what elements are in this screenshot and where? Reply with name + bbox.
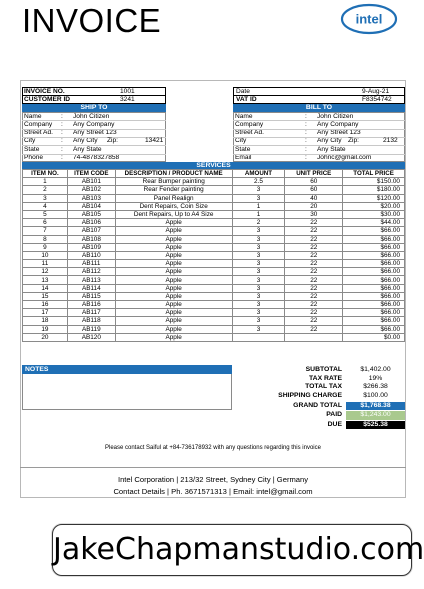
column-header: DESCRIPTION / PRODUCT NAME [115, 170, 232, 178]
separator: : [305, 129, 307, 137]
item-no-cell: 5 [23, 210, 68, 218]
total-price-cell: $150.00 [343, 178, 405, 186]
footer-address: Intel Corporation | 213/32 Street, Sydney City | Germany [117, 475, 309, 484]
description-cell: Apple [115, 219, 232, 227]
separator: : [305, 154, 307, 161]
item-code-cell: AB114 [67, 284, 115, 292]
item-code-cell: AB106 [67, 219, 115, 227]
amount-cell: 3 [232, 260, 285, 268]
logo-text: intel [355, 11, 383, 27]
column-header: AMOUNT [232, 170, 285, 178]
total-price-cell: $30.00 [343, 210, 405, 218]
separator: : [305, 112, 307, 120]
table-row [23, 186, 405, 194]
amount-cell: 3 [232, 301, 285, 309]
shipping-label: SHIPPING CHARGE [278, 391, 342, 399]
item-no-cell: 8 [23, 235, 68, 243]
item-code-cell: AB117 [67, 309, 115, 317]
bill_to-label: Street Ad. [235, 129, 264, 137]
bill_to-value: Any Company [317, 120, 359, 128]
separator: : [61, 137, 63, 145]
subtotal-label: SUBTOTAL [305, 366, 342, 373]
item-no-cell: 10 [23, 251, 68, 259]
amount-cell [232, 333, 285, 341]
table-row [23, 292, 405, 300]
vat-label: VAT ID [236, 95, 257, 103]
shipping-value: $100.00 [363, 391, 388, 399]
table-row [23, 268, 405, 276]
ship_to-value: Any Street 123 [73, 129, 117, 137]
item-no-cell: 14 [23, 284, 68, 292]
ship_to-value: John Citizen [73, 112, 110, 120]
table-row [23, 251, 405, 259]
notes-area[interactable] [22, 374, 232, 410]
total-price-cell: $66.00 [343, 243, 405, 251]
unit-price-cell [285, 333, 343, 341]
separator: : [61, 120, 63, 128]
total-price-cell: $66.00 [343, 268, 405, 276]
description-cell: Apple [115, 317, 232, 325]
item-no-cell: 7 [23, 227, 68, 235]
description-cell: Apple [115, 260, 232, 268]
amount-cell: 3 [232, 227, 285, 235]
description-cell: Apple [115, 251, 232, 259]
amount-cell: 3 [232, 284, 285, 292]
item-no-cell: 20 [23, 333, 68, 341]
amount-cell: 3 [232, 317, 285, 325]
table-row [23, 227, 405, 235]
table-row [23, 309, 405, 317]
separator: : [61, 112, 63, 120]
row-divider [233, 137, 405, 138]
ship_to-label: Phone [24, 154, 44, 161]
bill_to-label: Email [235, 154, 252, 161]
total-price-cell: $66.00 [343, 251, 405, 259]
total-price-cell: $66.00 [343, 227, 405, 235]
bill_to-zip-label: Zip: [348, 137, 359, 145]
item-no-cell: 15 [23, 292, 68, 300]
table-header-row [23, 170, 405, 178]
bill_to-label: Name [235, 112, 253, 120]
unit-price-cell: 22 [285, 301, 343, 309]
watermark-box [52, 524, 424, 576]
item-code-cell: AB102 [67, 186, 115, 194]
total-price-cell: $66.00 [343, 235, 405, 243]
table-row [23, 276, 405, 284]
table-row [23, 202, 405, 210]
invoice-no-value: 1001 [120, 87, 135, 95]
tax-rate-value: 19% [368, 374, 383, 382]
amount-cell: 3 [232, 186, 285, 194]
amount-cell: 1 [232, 210, 285, 218]
footer-contact: Contact Details | Ph. 3671571313 | Email: intel@gmail.com [113, 487, 313, 496]
table-row [23, 301, 405, 309]
item-code-cell: AB112 [67, 268, 115, 276]
column-header: ITEM NO. [23, 170, 68, 178]
amount-cell: 3 [232, 235, 285, 243]
description-cell: Dent Repairs, Up to A4 Size [115, 210, 232, 218]
ship_to-label: State [24, 145, 40, 153]
item-no-cell: 1 [23, 178, 68, 186]
paid-label: PAID [326, 411, 342, 418]
total-price-cell: $66.00 [343, 284, 405, 292]
column-header: TOTAL PRICE [343, 170, 405, 178]
table-row [23, 325, 405, 333]
total-price-cell: $66.00 [343, 317, 405, 325]
total-price-cell: $66.00 [343, 260, 405, 268]
item-code-cell: AB108 [67, 235, 115, 243]
bill_to-label: City [235, 137, 247, 145]
ship_to-label: Company [24, 120, 53, 128]
bill_to-zip-value: 2132 [383, 137, 398, 145]
unit-price-cell: 22 [285, 325, 343, 333]
unit-price-cell: 22 [285, 243, 343, 251]
total-tax-label: TOTAL TAX [305, 383, 342, 391]
description-cell: Apple [115, 243, 232, 251]
column-header: ITEM CODE [67, 170, 115, 178]
item-no-cell: 18 [23, 317, 68, 325]
table-row [23, 260, 405, 268]
amount-cell: 3 [232, 309, 285, 317]
row-divider [22, 120, 166, 121]
item-code-cell: AB120 [67, 333, 115, 341]
ship_to-value: 74-4878327858 [73, 154, 120, 161]
invoice-no-label: INVOICE NO. [24, 87, 65, 95]
ship_to-value: Any Company [73, 120, 115, 128]
table-row [23, 317, 405, 325]
item-no-cell: 9 [23, 243, 68, 251]
paid-value: $1,243.00 [346, 411, 405, 420]
description-cell: Panel Realign [115, 194, 232, 202]
item-no-cell: 19 [23, 325, 68, 333]
description-cell: Apple [115, 325, 232, 333]
due-label: DUE [327, 420, 342, 428]
unit-price-cell: 22 [285, 219, 343, 227]
services-table [22, 169, 405, 342]
row-divider [233, 120, 405, 121]
unit-price-cell: 22 [285, 235, 343, 243]
unit-price-cell: 60 [285, 178, 343, 186]
item-no-cell: 13 [23, 276, 68, 284]
item-no-cell: 6 [23, 219, 68, 227]
item-code-cell: AB113 [67, 276, 115, 284]
description-cell: Dent Repairs, Coin Size [115, 202, 232, 210]
total-price-cell: $44.00 [343, 219, 405, 227]
intel-logo [340, 3, 398, 35]
date-value: 9-Aug-21 [362, 87, 390, 95]
ship_to-zip-label: Zip: [107, 137, 118, 145]
item-code-cell: AB109 [67, 243, 115, 251]
amount-cell: 2 [232, 219, 285, 227]
item-no-cell: 12 [23, 268, 68, 276]
table-row [23, 210, 405, 218]
row-divider [233, 154, 405, 155]
item-no-cell: 17 [23, 309, 68, 317]
unit-price-cell: 20 [285, 202, 343, 210]
total-tax-value: $266.38 [363, 383, 388, 391]
item-no-cell: 4 [23, 202, 68, 210]
item-no-cell: 11 [23, 260, 68, 268]
unit-price-cell: 22 [285, 260, 343, 268]
amount-cell: 2.5 [232, 178, 285, 186]
table-row [23, 284, 405, 292]
unit-price-cell: 30 [285, 210, 343, 218]
item-code-cell: AB111 [67, 260, 115, 268]
separator: : [61, 154, 63, 161]
amount-cell: 3 [232, 325, 285, 333]
ship_to-zip-value: 13421 [145, 137, 164, 145]
item-code-cell: AB101 [67, 178, 115, 186]
amount-cell: 3 [232, 292, 285, 300]
banner [0, 0, 424, 40]
item-code-cell: AB118 [67, 317, 115, 325]
item-code-cell: AB116 [67, 301, 115, 309]
separator: : [61, 145, 63, 153]
unit-price-cell: 22 [285, 251, 343, 259]
customer-id-value: 3241 [120, 95, 135, 103]
unit-price-cell: 22 [285, 317, 343, 325]
description-cell: Apple [115, 227, 232, 235]
bill_to-value: John Citizen [317, 112, 354, 120]
ship-to-heading: SHIP TO [22, 104, 166, 112]
item-no-cell: 16 [23, 301, 68, 309]
item-no-cell: 2 [23, 186, 68, 194]
description-cell: Rear Fender painting [115, 186, 232, 194]
vat-value: F8354742 [362, 95, 392, 103]
item-code-cell: AB104 [67, 202, 115, 210]
description-cell: Apple [115, 268, 232, 276]
separator: : [61, 129, 63, 137]
bill_to-value: Any State [317, 145, 346, 153]
item-no-cell: 3 [23, 194, 68, 202]
grand-total-value: $1,768.38 [346, 402, 405, 411]
due-value: $525.38 [346, 421, 405, 430]
amount-cell: 3 [232, 268, 285, 276]
total-price-cell: $0.00 [343, 333, 405, 341]
separator: : [305, 145, 307, 153]
footer-divider [20, 467, 406, 468]
amount-cell: 3 [232, 194, 285, 202]
total-price-cell: $66.00 [343, 276, 405, 284]
amount-cell: 3 [232, 276, 285, 284]
total-price-cell: $20.00 [343, 202, 405, 210]
row-divider [233, 145, 405, 146]
total-price-cell: $66.00 [343, 309, 405, 317]
item-code-cell: AB119 [67, 325, 115, 333]
description-cell: Apple [115, 301, 232, 309]
unit-price-cell: 40 [285, 194, 343, 202]
description-cell: Apple [115, 309, 232, 317]
description-cell: Apple [115, 276, 232, 284]
ship_to-value: Any City [73, 137, 98, 145]
unit-price-cell: 22 [285, 227, 343, 235]
row-divider [22, 129, 166, 130]
table-row [23, 219, 405, 227]
separator: : [305, 137, 307, 145]
description-cell: Apple [115, 292, 232, 300]
table-row [23, 178, 405, 186]
total-price-cell: $66.00 [343, 301, 405, 309]
total-price-cell: $66.00 [343, 325, 405, 333]
item-code-cell: AB115 [67, 292, 115, 300]
date-label: Date [236, 87, 250, 95]
table-row [23, 194, 405, 202]
ship_to-label: Name [24, 112, 42, 120]
description-cell: Apple [115, 333, 232, 341]
item-code-cell: AB107 [67, 227, 115, 235]
services-heading: SERVICES [22, 162, 405, 170]
total-price-cell: $120.00 [343, 194, 405, 202]
unit-price-cell: 22 [285, 284, 343, 292]
amount-cell: 3 [232, 243, 285, 251]
amount-cell: 1 [232, 202, 285, 210]
description-cell: Apple [115, 284, 232, 292]
unit-price-cell: 22 [285, 309, 343, 317]
bill_to-label: State [235, 145, 251, 153]
table-row [23, 235, 405, 243]
total-price-cell: $180.00 [343, 186, 405, 194]
subtotal-value: $1,402.00 [360, 366, 391, 373]
contact-line: Please contact Saiful at +84-736178932 with any questions regarding this invoice [105, 445, 321, 451]
customer-id-label: CUSTOMER ID [24, 95, 71, 103]
table-row [23, 243, 405, 251]
description-cell: Rear Bumper painting [115, 178, 232, 186]
amount-cell: 3 [232, 251, 285, 259]
item-code-cell: AB110 [67, 251, 115, 259]
ship_to-label: Street Ad. [24, 129, 53, 137]
bill_to-value: Johnc@gmail.com [317, 154, 372, 161]
bill_to-value: Any Street 123 [317, 129, 361, 137]
total-price-cell: $66.00 [343, 292, 405, 300]
unit-price-cell: 60 [285, 186, 343, 194]
tax-rate-label: TAX RATE [309, 374, 342, 382]
unit-price-cell: 22 [285, 268, 343, 276]
invoice-title: INVOICE [22, 2, 162, 39]
watermark-text: JakeChapmanstudio.com [53, 532, 424, 567]
row-divider [22, 154, 166, 155]
item-code-cell: AB103 [67, 194, 115, 202]
separator: : [305, 120, 307, 128]
notes-heading: NOTES [22, 365, 232, 374]
table-row [23, 333, 405, 341]
bill-to-heading: BILL TO [233, 104, 405, 112]
description-cell: Apple [115, 235, 232, 243]
item-code-cell: AB105 [67, 210, 115, 218]
unit-price-cell: 22 [285, 292, 343, 300]
unit-price-cell: 22 [285, 276, 343, 284]
grand-total-label: GRAND TOTAL [293, 401, 342, 409]
column-header: UNIT PRICE [285, 170, 343, 178]
ship_to-value: Any State [73, 145, 102, 153]
ship_to-label: City [24, 137, 36, 145]
row-divider [233, 129, 405, 130]
bill_to-value: Any City [317, 137, 342, 145]
bill_to-label: Company [235, 120, 264, 128]
